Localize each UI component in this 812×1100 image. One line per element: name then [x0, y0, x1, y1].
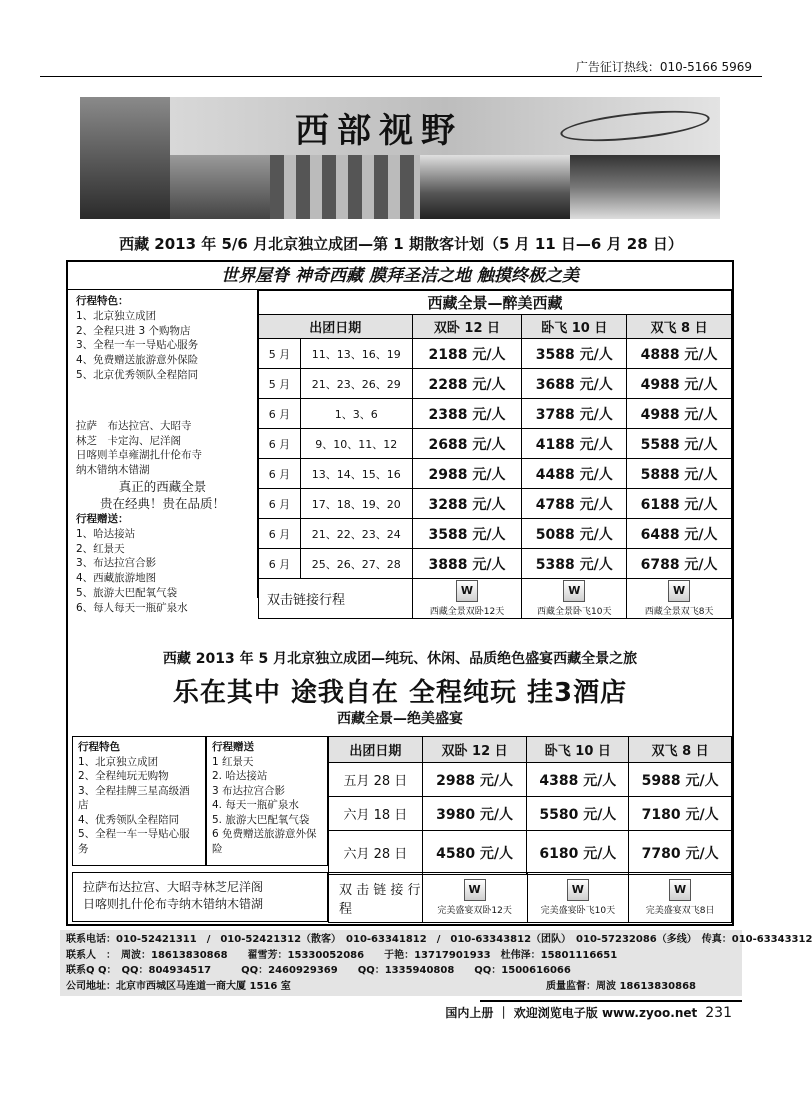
itinerary-link-flight[interactable] — [627, 579, 732, 619]
itinerary-frame — [66, 260, 734, 926]
route-item: 拉萨 布达拉宫、大昭寺 — [76, 419, 192, 432]
contact-supervisor: 质量监督：周波 18613830868 — [545, 980, 696, 992]
days-cell: 17、18、19、20 — [300, 489, 412, 519]
section2-title: 西藏 2013 年 5 月北京独立成团—纯玩、休闲、品质绝色盛宴西藏全景之旅 — [162, 651, 638, 667]
price-cell: 5988 元/人 — [629, 763, 732, 797]
contact-people — [66, 948, 736, 964]
feature-item: 3、全程一车一导贴心服务 — [76, 339, 199, 352]
gift-item: 5、旅游大巴配氧气袋 — [76, 586, 178, 599]
header-date: 出团日期 — [329, 737, 423, 763]
contact-qq-text: 联系Q Q： QQ：804934517 QQ：2460929369 QQ：1335940808 QQ：1500616066 — [66, 965, 571, 976]
footer-rule — [480, 1000, 742, 1002]
table-row — [259, 399, 732, 429]
header-train-flight: 卧飞 10 日 — [527, 737, 629, 763]
word-document-icon: W — [669, 879, 691, 901]
price-cell: 4788 元/人 — [522, 489, 627, 519]
link-caption: 西藏全景双飞8天 — [644, 607, 714, 617]
link-caption: 西藏全景双卧12天 — [429, 607, 505, 617]
tagline: 真正的西藏全景 — [118, 478, 207, 494]
section2-features — [72, 736, 206, 866]
ad-hotline: 广告征订热线：010-5166 5969 — [575, 60, 752, 74]
page-number: 231 — [705, 1005, 732, 1021]
table-row — [259, 549, 732, 579]
section1-info-panel — [68, 290, 258, 614]
page-footer — [445, 1004, 732, 1021]
features-title: 行程特色： — [76, 295, 129, 307]
itinerary-link-train-flight[interactable] — [527, 873, 629, 923]
contact-address-text: 公司地址：北京市西城区马连道一商大厦 1516 室 — [66, 980, 291, 992]
contact-people-text: 联系人 ： 周波：18613830868 翟雪芳：15330052086 于艳：13717901933 杜伟泽：15801116651 — [66, 949, 618, 961]
tagline: 贵在经典！贵在品质！ — [99, 495, 225, 511]
price-cell: 6788 元/人 — [627, 549, 732, 579]
month-cell: 6 月 — [259, 489, 301, 519]
route-item: 纳木错纳木错湖 — [76, 464, 150, 477]
section1-subtitle: 西藏全景—醉美西藏 — [259, 291, 732, 315]
feature-item: 4、免费赠送旅游意外保险 — [76, 354, 199, 367]
price-cell: 7780 元/人 — [629, 831, 732, 875]
header-train: 双卧 12 日 — [422, 737, 527, 763]
gifts-title: 行程赠送： — [76, 512, 129, 525]
price-cell: 2288 元/人 — [412, 369, 522, 399]
table-row — [329, 831, 732, 875]
price-cell: 4388 元/人 — [527, 763, 629, 797]
price-cell: 4488 元/人 — [522, 459, 627, 489]
feature-item: 1、北京独立成团 — [76, 309, 157, 322]
main-title: 西藏 2013 年 5/6 月北京独立成团—第 1 期散客计划（5 月 11 日—6 月 28 日） — [119, 235, 683, 253]
month-cell: 5 月 — [259, 339, 301, 369]
gift-item: 4. 每天一瓶矿泉水 — [212, 799, 299, 811]
link-caption: 完美盛宴双卧12天 — [437, 906, 512, 916]
header-date: 出团日期 — [259, 315, 413, 339]
gift-item: 4、西藏旅游地图 — [76, 572, 157, 585]
section2-price-table — [328, 736, 732, 875]
word-document-icon: W — [563, 580, 585, 602]
section1-slogan: 世界屋脊 神奇西藏 膜拜圣洁之地 触摸终极之美 — [68, 262, 732, 290]
price-cell: 6188 元/人 — [627, 489, 732, 519]
date-cell: 五月 28 日 — [329, 763, 423, 797]
top-rule — [40, 76, 762, 77]
month-cell: 6 月 — [259, 399, 301, 429]
route-item: 日喀则扎什伦布寺纳木错纳木错湖 — [83, 897, 264, 911]
word-document-icon: W — [668, 580, 690, 602]
month-cell: 6 月 — [259, 549, 301, 579]
price-cell: 3788 元/人 — [522, 399, 627, 429]
banner-photo-mountain — [420, 155, 570, 219]
contact-phones — [66, 932, 812, 948]
price-cell: 2988 元/人 — [412, 459, 522, 489]
route-item: 拉萨布达拉宫、大昭寺林芝尼洋阁 — [83, 880, 264, 894]
header-train-flight: 卧飞 10 日 — [522, 315, 627, 339]
table-row — [259, 519, 732, 549]
word-document-icon: W — [456, 580, 478, 602]
gift-item: 5. 旅游大巴配氧气袋 — [212, 813, 310, 826]
header-train: 双卧 12 日 — [412, 315, 522, 339]
table-row — [329, 763, 732, 797]
gift-item: 3、布达拉宫合影 — [76, 557, 157, 570]
price-cell: 4580 元/人 — [422, 831, 527, 875]
price-cell: 3688 元/人 — [522, 369, 627, 399]
table-row — [259, 339, 732, 369]
banner-photo-lake — [570, 155, 720, 219]
section2-links — [328, 872, 732, 923]
feature-item: 5、北京优秀领队全程陪同 — [76, 368, 199, 381]
table-row — [259, 429, 732, 459]
gifts-title: 行程赠送 — [212, 741, 254, 753]
word-document-icon: W — [567, 879, 589, 901]
price-cell: 5588 元/人 — [627, 429, 732, 459]
word-document-icon: W — [464, 879, 486, 901]
days-cell: 9、10、11、12 — [300, 429, 412, 459]
price-cell: 6488 元/人 — [627, 519, 732, 549]
price-cell: 2188 元/人 — [412, 339, 522, 369]
link-label: 双 击 链 接 行程 — [329, 873, 423, 923]
price-cell: 4888 元/人 — [627, 339, 732, 369]
feature-item: 5、全程一车一导贴心服务 — [78, 828, 190, 855]
feature-item: 4、优秀领队全程陪同 — [78, 813, 180, 826]
price-cell: 7180 元/人 — [629, 797, 732, 831]
price-cell: 4188 元/人 — [522, 429, 627, 459]
price-cell: 5888 元/人 — [627, 459, 732, 489]
date-cell: 六月 28 日 — [329, 831, 423, 875]
days-cell: 13、14、15、16 — [300, 459, 412, 489]
features-title: 行程特色 — [78, 741, 120, 753]
itinerary-link-train-flight[interactable] — [522, 579, 627, 619]
itinerary-link-flight[interactable] — [629, 873, 732, 923]
link-caption: 完美盛宴卧飞10天 — [540, 906, 616, 916]
date-cell: 六月 18 日 — [329, 797, 423, 831]
section2-subtitle: 西藏全景—绝美盛宴 — [337, 711, 463, 727]
gift-item: 6 免费赠送旅游意外保险 — [212, 828, 317, 855]
gift-item: 3 布达拉宫合影 — [212, 784, 286, 797]
route-item: 日喀则羊卓雍湖扎什伦布寺 — [76, 449, 202, 462]
table-row — [329, 797, 732, 831]
month-cell: 6 月 — [259, 459, 301, 489]
gift-item: 1、哈达接站 — [76, 527, 136, 540]
price-cell: 5088 元/人 — [522, 519, 627, 549]
contact-phone-text: 联系电话：010-52421311 / 010-52421312（散客） 010-63341812 / 010-63343812（团队） 010-57232086（多线） 传真：010-63343312 — [66, 934, 812, 945]
price-cell: 2688 元/人 — [412, 429, 522, 459]
link-caption: 完美盛宴双飞8日 — [645, 906, 715, 916]
header-flight: 双飞 8 日 — [629, 737, 732, 763]
price-cell: 4988 元/人 — [627, 369, 732, 399]
feature-item: 2、全程纯玩无购物 — [78, 770, 169, 782]
price-cell: 2388 元/人 — [412, 399, 522, 429]
price-cell: 3980 元/人 — [422, 797, 527, 831]
itinerary-link-train[interactable] — [422, 873, 527, 923]
contact-qq — [66, 963, 736, 979]
price-cell: 3588 元/人 — [412, 519, 522, 549]
price-cell: 3288 元/人 — [412, 489, 522, 519]
gift-item: 1 红景天 — [212, 755, 254, 768]
section2-route — [72, 872, 328, 922]
header-flight: 双飞 8 日 — [627, 315, 732, 339]
gift-item: 2、红景天 — [76, 542, 125, 555]
contact-block — [60, 930, 812, 996]
table-row — [259, 489, 732, 519]
days-cell: 11、13、16、19 — [300, 339, 412, 369]
gift-item: 6、每人每天一瓶矿泉水 — [76, 601, 188, 614]
days-cell: 21、22、23、24 — [300, 519, 412, 549]
section2-slogan: 乐在其中 途我自在 全程纯玩 挂3酒店 — [172, 678, 628, 708]
contact-address — [66, 979, 736, 995]
price-cell: 2988 元/人 — [422, 763, 527, 797]
banner-title: 西部视野 — [295, 111, 463, 151]
link-label: 双击链接行程 — [259, 579, 413, 619]
price-cell: 3888 元/人 — [412, 549, 522, 579]
banner-photo-prayer-wheels — [270, 155, 420, 219]
banner-photo-person — [80, 97, 170, 219]
feature-item: 2、全程只进 3 个购物店 — [76, 324, 191, 337]
days-cell: 25、26、27、28 — [300, 549, 412, 579]
gift-item: 2. 哈达接站 — [212, 770, 268, 782]
feature-item: 3、全程挂牌三星高级酒店 — [78, 784, 190, 811]
days-cell: 1、3、6 — [300, 399, 412, 429]
month-cell: 6 月 — [259, 519, 301, 549]
feature-item: 1、北京独立成团 — [78, 755, 159, 768]
price-cell: 6180 元/人 — [527, 831, 629, 875]
table-row — [259, 369, 732, 399]
month-cell: 5 月 — [259, 369, 301, 399]
footer-text: 国内上册 ｜ 欢迎浏览电子版 www.zyoo.net — [445, 1006, 698, 1020]
section2-gifts — [206, 736, 328, 866]
table-row — [259, 459, 732, 489]
price-cell: 5388 元/人 — [522, 549, 627, 579]
month-cell: 6 月 — [259, 429, 301, 459]
days-cell: 21、23、26、29 — [300, 369, 412, 399]
price-cell: 4988 元/人 — [627, 399, 732, 429]
section1-price-table — [258, 290, 732, 619]
header-banner — [80, 97, 720, 219]
itinerary-link-train[interactable] — [412, 579, 522, 619]
banner-photo-plain — [170, 155, 270, 219]
link-caption: 西藏全景卧飞10天 — [537, 607, 612, 617]
price-cell: 5580 元/人 — [527, 797, 629, 831]
route-item: 林芝 卡定沟、尼洋阁 — [76, 434, 181, 447]
price-cell: 3588 元/人 — [522, 339, 627, 369]
